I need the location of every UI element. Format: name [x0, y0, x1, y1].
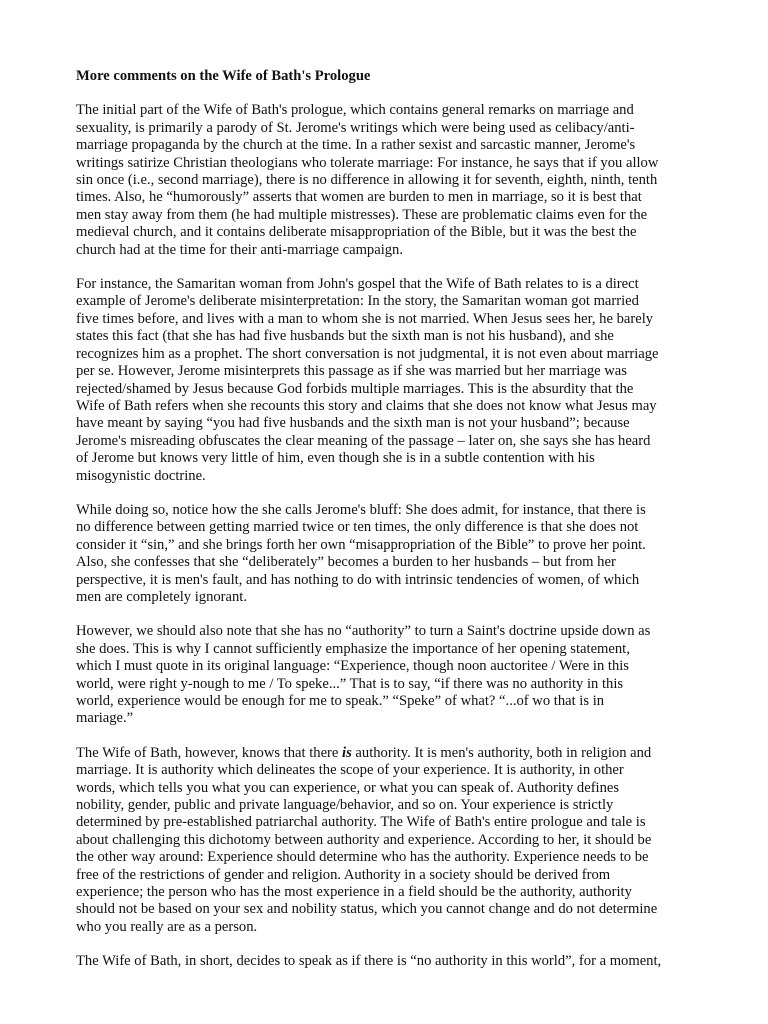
- paragraph-5: [76, 745, 696, 936]
- paragraph-5-emphasis: is: [342, 744, 352, 761]
- paragraph-3: While doing so, notice how the she calls Jerome's bluff: She does admit, for instance, that there is no difference between getting married twice or ten times, the only difference is that she does not consider it “sin,” and she brings forth her own “misappropriation of the Bible” to prove her point. Also, she confesses that she “deliberately” becomes a burden to her husbands – but from her perspective, it is men's fault, and has nothing to do with intrinsic tendencies of women, of which men are completely ignorant.: [76, 501, 646, 605]
- paragraph-6: The Wife of Bath, in short, decides to speak as if there is “no authority in this world”, for a moment,: [76, 953, 662, 970]
- document-title: More comments on the Wife of Bath's Prologue: [76, 68, 371, 84]
- paragraph-4: However, we should also note that she has no “authority” to turn a Saint's doctrine upside down as she does. This is why I cannot sufficiently emphasize the importance of her opening statement, which I must quote in its original language: “Experience, though noon auctoritee / Were in this world, were right y-nough to me / To speke...” That is to say, “if there was no authority in this world, experience would be enough for me to speak.” “Speke” of what? “...of wo that is in mariage.”: [76, 623, 651, 727]
- paragraph-5-after: authority. It is men's authority, both in religion and marriage. It is authority which delineates the scope of your experience. It is authority, in other words, which tells you what you can experience, or what you can speak of. Authority defines nobility, gender, public and private language/behavior, and so on. Your experience is strictly determined by pre-established patriarchal authority. The Wife of Bath's entire prologue and tale is about challenging this dichotomy between authority and experience. According to her, it should be the other way around: Experience should determine who has the authority. Experience needs to be free of the restrictions of gender and religion. Authority in a society should be derived from experience; the person who has the most experience in a field should be the authority, authority should not be based on your sex and nobility status, which you cannot change and do not determine who you really are as a person.: [76, 744, 658, 935]
- paragraph-5-before: The Wife of Bath, however, knows that there: [76, 744, 343, 761]
- paragraph-2: For instance, the Samaritan woman from John's gospel that the Wife of Bath relates to is a direct example of Jerome's deliberate misinterpretation: In the story, the Samaritan woman got married five times before, and lives with a man to whom she is not married. When Jesus sees her, he barely states this fact (that she has had five husbands but the sixth man is not his husband), and she recognizes him as a prophet. The short conversation is not judgmental, it is not even about marriage per se. However, Jerome misinterprets this passage as if she was married but her marriage was rejected/shamed by Jesus because God forbids multiple marriages. This is the absurdity that the Wife of Bath refers when she recounts this story and claims that she does not know what Jesus may have meant by saying “you had five husbands and the sixth man is not your husband”; because Jerome's misreading obfuscates the clear meaning of the passage – later on, she says she has heard of Jerome but knows very little of him, even though she is in a subtle contention with his misogynistic doctrine.: [76, 276, 659, 484]
- document-page: [76, 68, 696, 988]
- paragraph-1: The initial part of the Wife of Bath's prologue, which contains general remarks on marriage and sexuality, is primarily a parody of St. Jerome's writings which were being used as celibacy/anti- marriage propaganda by the church at the time. In a rather sexist and sarcastic manner, Jerome's writings satirize Christian theologians who tolerate marriage: For instance, he says that if you allow sin once (i.e., second marriage), there is no difference in allowing it for seventh, eighth, ninth, tenth times. Also, he “humorously” asserts that women are burden to men in marriage, so it is best that men stay away from them (he had multiple mistresses). These are problematic claims even for the medieval church, and it contains deliberate misappropriation of the Bible, but it was the best the church had at the time for their anti-marriage campaign.: [76, 102, 659, 258]
